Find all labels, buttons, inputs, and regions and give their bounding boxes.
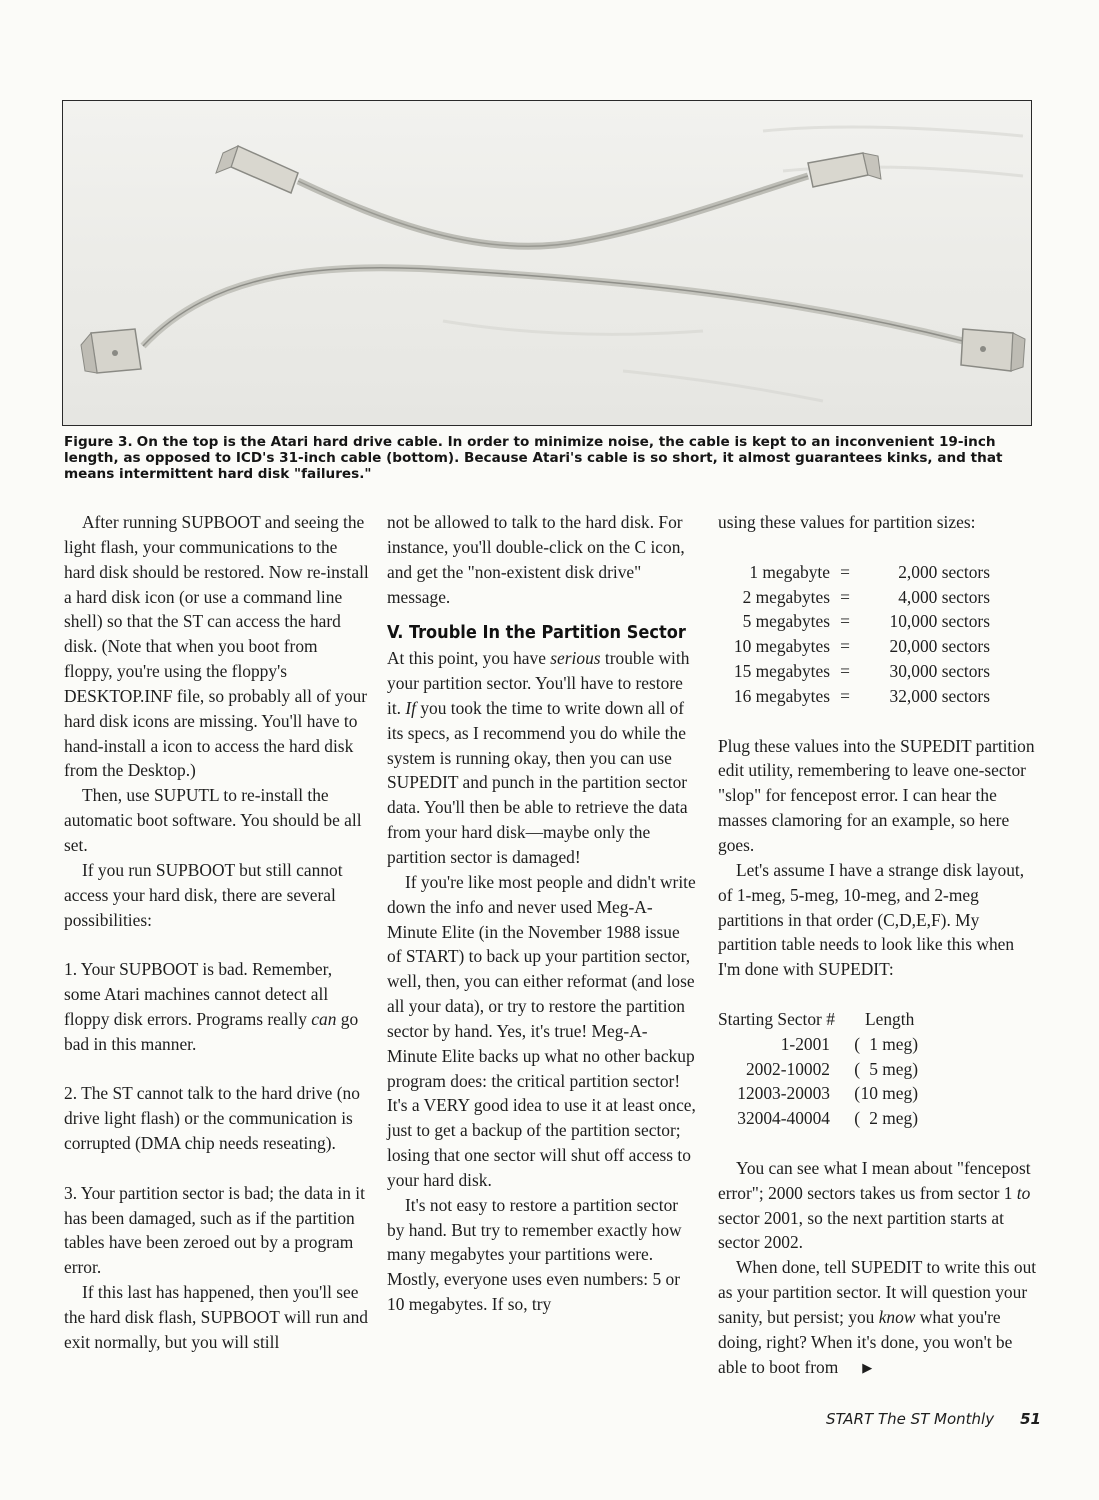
paragraph: When done, tell SUPEDIT to write this out as your partition sector. It will question your sanity, but persist; you know what you're doing, right? When it's done, you won't be able to boot from ▶	[718, 1255, 1038, 1380]
column-2	[387, 510, 697, 1317]
paragraph: It's not easy to restore a partition sector by hand. But try to remember exactly how many megabytes your partitions were. Mostly, everyone uses even numbers: 5 or 10 megabytes. If so, try	[387, 1194, 682, 1315]
paragraph: If you run SUPBOOT but still cannot access your hard disk, there are several possibilities:	[64, 859, 343, 930]
partition-size-table	[732, 560, 1038, 709]
bottom-right-connector	[961, 329, 1025, 371]
column-3	[718, 510, 1038, 1381]
paragraph: If this last has happened, then you'll see the hard disk flash, SUPBOOT will run and exit normally, but you will still	[64, 1282, 368, 1352]
top-left-connector	[216, 146, 298, 193]
paragraph: Then, use SUPUTL to re-install the automatic boot software. You should be all set.	[64, 785, 362, 855]
table-row: 32004-40004 ( 2 meg)	[737, 1108, 918, 1129]
figure-label: Figure 3.	[64, 434, 133, 450]
continue-arrow-icon: ▶	[862, 1359, 873, 1375]
partition-table	[718, 1007, 1038, 1131]
table-header: Starting Sector # Length	[718, 1008, 915, 1029]
top-right-connector	[808, 153, 881, 187]
table-row: 12003-20003 ( 10 meg)	[737, 1083, 918, 1104]
paragraph: After running SUPBOOT and seeing the light flash, your communications to the hard disk should be restored. Now re-install a hard disk icon (or use a command line shell) so that the ST can access the hard disk. (Note that when you boot from floppy, you're using the floppy's DESKTOP.INF file, so probably all of your hard disk icons are missing. You'll have to hand-install a icon to access the hard disk from the Desktop.)	[64, 512, 369, 781]
figure-caption	[64, 434, 1024, 483]
figure-caption-text: On the top is the Atari hard drive cable. In order to minimize noise, the cable is kept to an inconvenient 19-inch length, as opposed to ICD's 31-inch cable (bottom). Because Atari's cable is so short, it almost guarantees kinks, and that means intermittent hard disk "failures."	[64, 434, 1003, 483]
paragraph: Plug these values into the SUPEDIT partition edit utility, remembering to leave one-sector "slop" for fencepost error. I can hear the masses clamoring for an example, so here goes.	[718, 735, 1035, 855]
paragraph: not be allowed to talk to the hard disk. For instance, you'll double-click on the C icon, and get the "non-existent disk drive" message.	[387, 512, 685, 607]
paragraph: Let's assume I have a strange disk layout, of 1-meg, 5-meg, 10-meg, and 2-meg partitions in that order (C,D,E,F). My partition table needs to look like this when I'm done with SUPEDIT:	[718, 859, 1025, 980]
paragraph: At this point, you have serious trouble with your partition sector. You'll have to restore it. If you took the time to write down all of its specs, as I recommend you do while the system is running okay, then you can use SUPEDIT and punch in the partition sector data. You'll then be able to retrieve the data from your hard disk—maybe only the partition sector is damaged!	[387, 648, 690, 867]
table-row: 5 megabytes = 10,000 sectors	[742, 611, 990, 632]
bottom-left-connector	[81, 329, 141, 373]
figure-photo-cables	[62, 100, 1032, 426]
paragraph: You can see what I mean about "fencepost error"; 2000 sectors takes us from sector 1 to sector 2001, so the next partition starts at sector 2002.	[718, 1157, 1031, 1253]
paragraph: using these values for partition sizes:	[718, 512, 976, 532]
paragraph: If you're like most people and didn't write down the info and never used Meg-A-Minute Elite (in the November 1988 issue of START) to back up your partition sector, well, then, you can either reformat (and lose all your data), or try to restore the partition sector by hand. Yes, it's true! Meg-A-Minute Elite backs up what no other backup program does: the critical partition sector! It's a VERY good idea to use it at least once, just to get a backup of the partition sector; losing that one sector will shut off access to your hard disk.	[387, 871, 696, 1190]
table-row: 15 megabytes = 30,000 sectors	[733, 661, 990, 682]
list-item: 1. Your SUPBOOT is bad. Remember, some Atari machines cannot detect all floppy disk errors. Programs really can go bad in this manner.	[64, 959, 359, 1054]
column-1	[64, 510, 369, 1355]
page-number: 51	[1020, 1410, 1041, 1428]
table-row: 16 megabytes = 32,000 sectors	[733, 685, 990, 706]
list-item: 2. The ST cannot talk to the hard drive (no drive light flash) or the communication is corrupted (DMA chip needs reseating).	[64, 1083, 360, 1154]
table-row: 10 megabytes = 20,000 sectors	[733, 636, 990, 657]
table-row: 1-2001 ( 1 meg)	[780, 1033, 918, 1054]
table-row: 2 megabytes = 4,000 sectors	[742, 586, 990, 607]
list-item: 3. Your partition sector is bad; the data in it has been damaged, such as if the partition tables have been zeroed out by a program error.	[64, 1182, 365, 1278]
page-footer	[826, 1410, 1041, 1428]
section-heading: V. Trouble In the Partition Sector	[387, 622, 686, 644]
table-row: 1 megabyte = 2,000 sectors	[749, 561, 990, 582]
publication-name: START The ST Monthly	[826, 1410, 995, 1428]
table-row: 2002-10002 ( 5 meg)	[745, 1058, 918, 1079]
cables-illustration	[63, 101, 1032, 426]
